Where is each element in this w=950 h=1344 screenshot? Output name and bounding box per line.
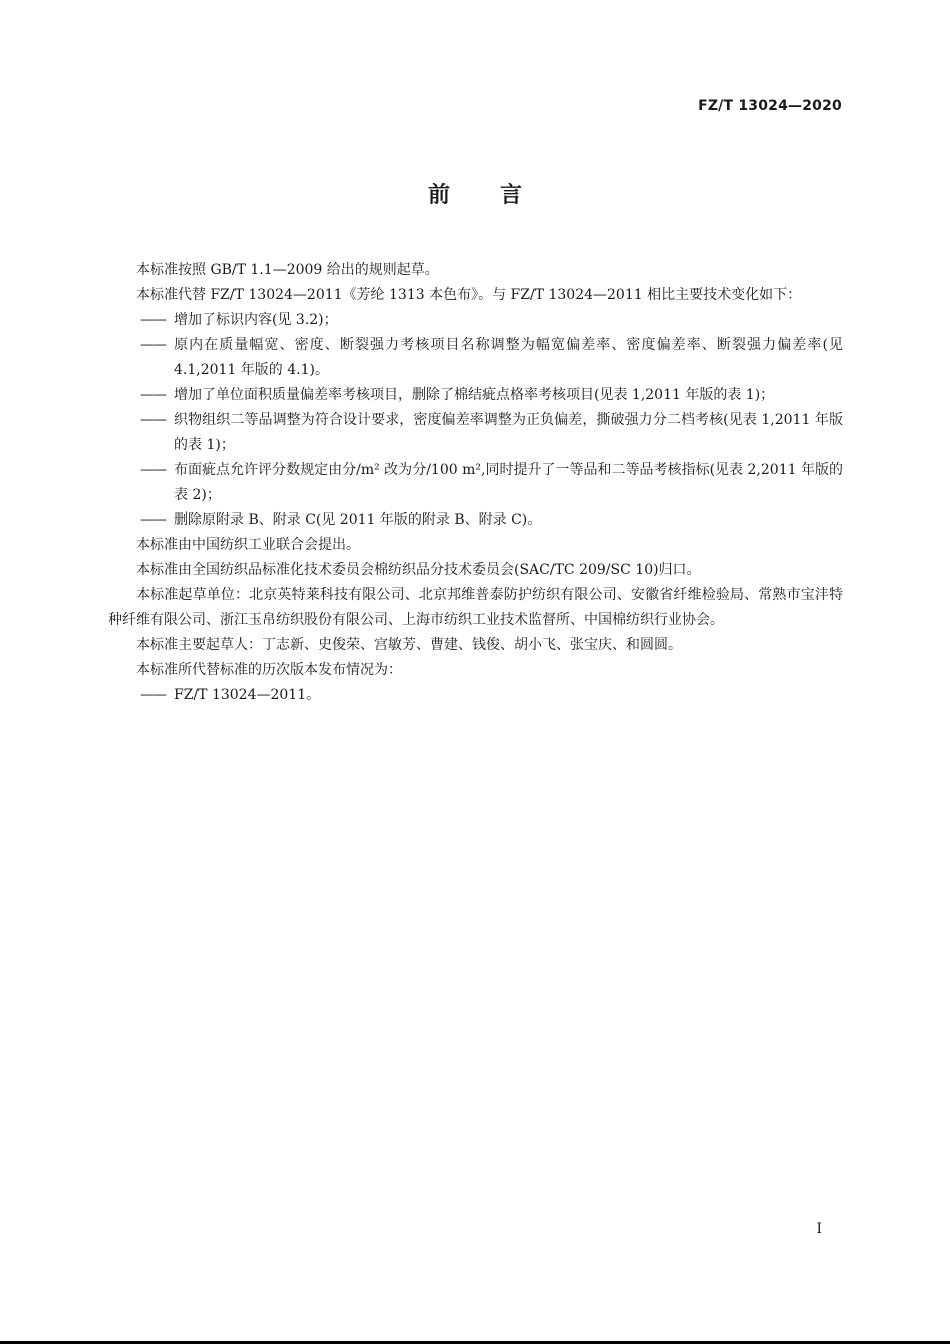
dash-marker: —— (140, 337, 166, 353)
change-text: 原内在质量幅宽、密度、断裂强力考核项目名称调整为幅宽偏差率、密度偏差率、断裂强力偏差率(见 4.1,2011 年版的 4.1)。 (174, 337, 843, 378)
change-item (108, 383, 843, 408)
change-item (108, 458, 843, 508)
dash-marker: —— (140, 512, 166, 528)
change-text: 布面疵点允许评分数规定由分/m² 改为分/100 m²,同时提升了一等品和二等品考核指标(见表 2,2011 年版的表 2)； (174, 462, 843, 503)
paragraph: 本标准按照 GB/T 1.1—2009 给出的规则起草。 (136, 262, 439, 278)
dash-marker: —— (140, 412, 166, 428)
dash-marker: —— (140, 687, 166, 703)
standard-code: FZ/T 13024—2020 (698, 98, 842, 114)
change-item (108, 508, 843, 533)
paragraph: 本标准起草单位：北京英特莱科技有限公司、北京邦维普泰防护纺织有限公司、安徽省纤维检验局、常熟市宝沣特种纤维有限公司、浙江玉帛纺织股份有限公司、上海市纺织工业技术监督所、中国棉纺织行业协会。 (108, 587, 843, 628)
paragraph: 本标准代替 FZ/T 13024—2011《芳纶 1313 本色布》。与 FZ/T 13024—2011 相比主要技术变化如下： (136, 287, 802, 303)
dash-marker: —— (140, 387, 166, 403)
history-text: FZ/T 13024—2011。 (174, 687, 321, 703)
dash-marker: —— (140, 312, 166, 328)
page-number: I (816, 1221, 822, 1237)
foreword-body (108, 258, 843, 708)
history-item (108, 683, 843, 708)
change-text: 织物组织二等品调整为符合设计要求，密度偏差率调整为正负偏差，撕破强力分二档考核(见表 1,2011 年版的表 1)； (174, 412, 843, 453)
change-text: 增加了标识内容(见 3.2)； (174, 312, 338, 328)
change-item (108, 308, 843, 333)
page-title: 前言 (427, 183, 572, 208)
paragraph: 本标准主要起草人：丁志新、史俊荣、宫敏芳、曹建、钱俊、胡小飞、张宝庆、和圆圆。 (136, 637, 682, 653)
change-item (108, 333, 843, 383)
change-text: 增加了单位面积质量偏差率考核项目，删除了棉结疵点格率考核项目(见表 1,2011 年版的表 1)； (174, 387, 775, 403)
dash-marker: —— (140, 462, 166, 478)
paragraph: 本标准所代替标准的历次版本发布情况为： (136, 662, 402, 678)
paragraph: 本标准由中国纺织工业联合会提出。 (136, 537, 360, 553)
change-text: 删除原附录 B、附录 C(见 2011 年版的附录 B、附录 C)。 (174, 512, 542, 528)
paragraph: 本标准由全国纺织品标准化技术委员会棉纺织品分技术委员会(SAC/TC 209/SC 10)归口。 (136, 562, 701, 578)
change-item (108, 408, 843, 458)
